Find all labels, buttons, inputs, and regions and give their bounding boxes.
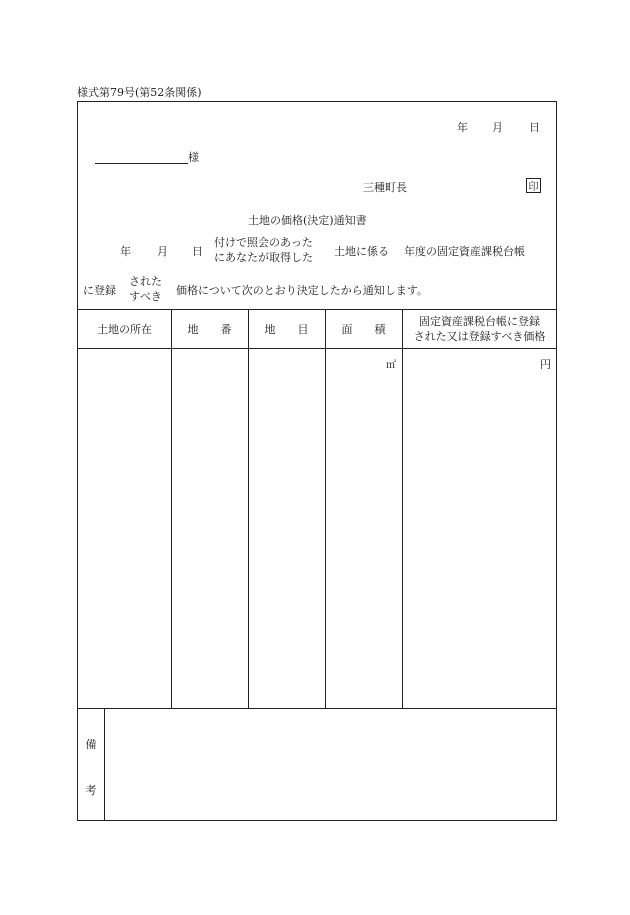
date-day-label: 日 <box>529 121 540 134</box>
table-column-divider <box>171 309 172 708</box>
body-year-label: 年 <box>120 245 131 258</box>
date-year-label: 年 <box>457 121 468 134</box>
price-unit: 円 <box>540 358 551 371</box>
registered-text: に登録 <box>83 284 116 297</box>
remarks-label-char1: 備 <box>85 738 97 751</box>
addressee-honorific: 様 <box>188 151 199 164</box>
fiscal-year-ledger-text: 年度の固定資産課税台帳 <box>404 245 525 258</box>
header-price <box>402 309 557 349</box>
header-lot-number: 地 番 <box>187 323 232 336</box>
header-location: 土地の所在 <box>97 323 152 336</box>
addressee-line <box>95 163 188 164</box>
land-related-text: 土地に係る <box>334 245 389 258</box>
official-seal: 印 <box>526 178 541 193</box>
header-area: 面 積 <box>341 323 386 336</box>
closing-text: 価格について次のとおり決定したから通知します。 <box>176 284 428 297</box>
header-price-line2: された又は登録すべき価格 <box>413 330 546 343</box>
inquiry-text-line2: にあなたが取得した <box>214 251 313 264</box>
remarks-field[interactable] <box>105 709 556 820</box>
inquiry-text-line1: 付けで照会のあった <box>214 236 313 249</box>
header-land-category: 地 目 <box>264 323 309 336</box>
body-month-label: 月 <box>157 245 168 258</box>
registration-choice <box>129 274 162 304</box>
remarks-label-char2: 考 <box>85 784 97 797</box>
notice-form <box>77 101 557 821</box>
date-month-label: 月 <box>492 121 503 134</box>
document-title: 土地の価格(決定)通知書 <box>248 214 367 227</box>
table-column-divider <box>248 309 249 708</box>
inquiry-text <box>214 235 313 265</box>
table-column-divider <box>325 309 326 708</box>
issuer-title: 三種町長 <box>363 181 407 194</box>
form-number: 様式第79号(第52条関係) <box>77 86 202 99</box>
header-price-line1: 固定資産課税台帳に登録 <box>419 315 540 328</box>
body-day-label: 日 <box>192 245 203 258</box>
table-column-divider <box>402 309 403 708</box>
area-unit: ㎡ <box>386 360 396 371</box>
registration-choice-line1: された <box>129 275 162 288</box>
registration-choice-line2: すべき <box>129 290 162 303</box>
